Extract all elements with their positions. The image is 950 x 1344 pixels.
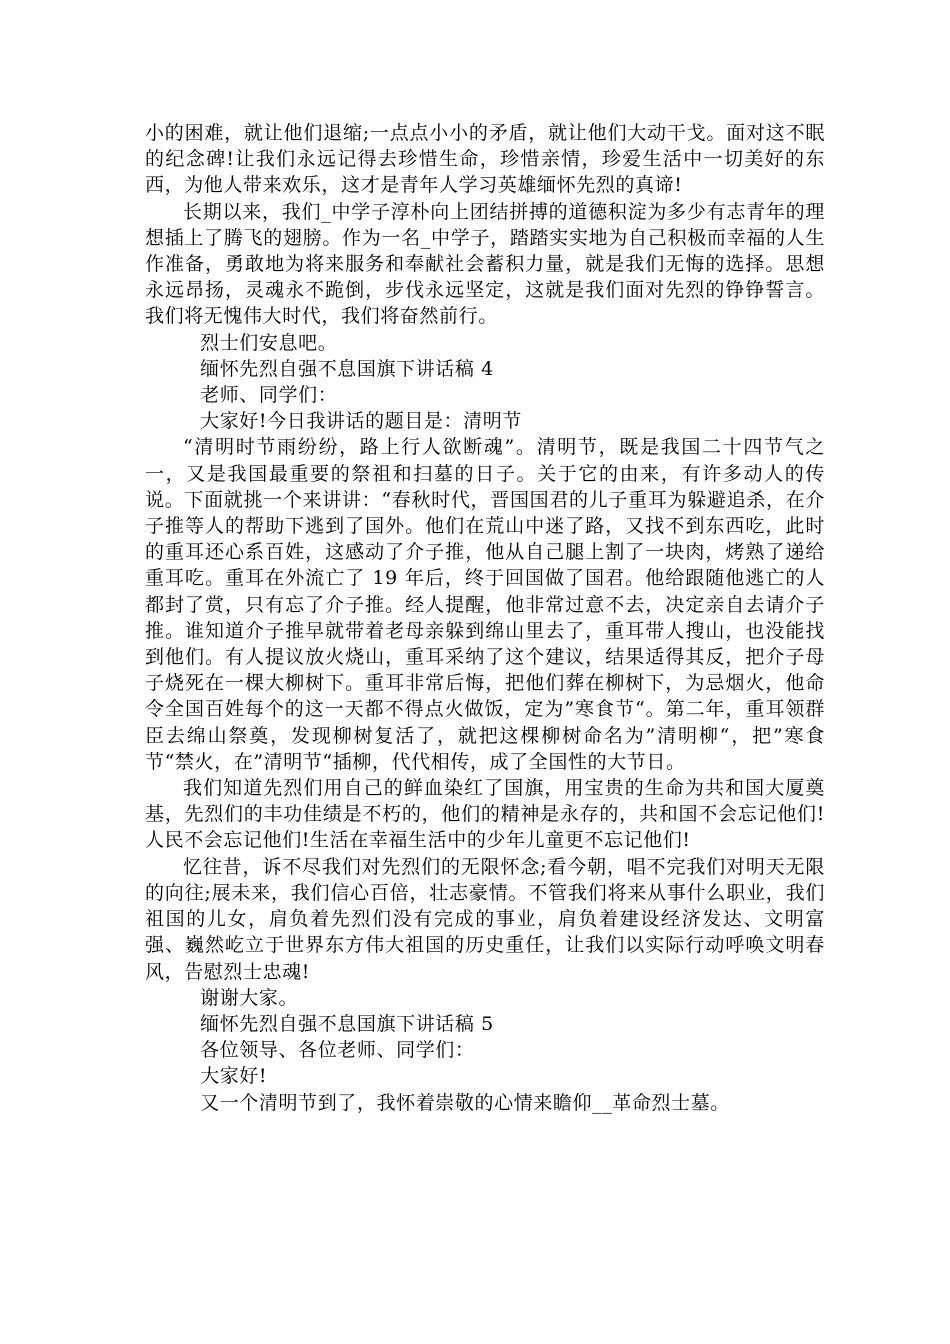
- short-line: 烈士们安息吧。: [200, 331, 338, 354]
- greeting: 大家好!: [200, 1065, 268, 1088]
- speech-title: 缅怀先烈自强不息国旗下讲话稿 4: [200, 357, 494, 380]
- paragraph-body: 长期以来，我们_中学子淳朴向上团结拼搏的道德积淀为多少有志青年的理想插上了腾飞的翅膀。作为一名_中学子，踏踏实实地为自己积极而幸福的人生作准备，勇敢地为将来服务和奉献社会蓄积力量，就是我们无悔的选择。思想永远昂扬，灵魂永不跪倒，步伐永远坚定，这就是我们面对先烈的铮铮誓言。我们将无愧伟大时代，我们将奋然前行。: [145, 200, 825, 328]
- document-page: [145, 120, 825, 1116]
- closing-line: 谢谢大家。: [200, 986, 299, 1009]
- salutation: 各位领导、各位老师、同学们：: [200, 1039, 475, 1062]
- paragraph-body: 我们知道先烈们用自己的鲜血染红了国旗，用宝贵的生命为共和国大厦奠基，先烈们的丰功佳绩是不朽的，他们的精神是永存的，共和国不会忘记他们!人民不会忘记他们!生活在幸福生活中的少年儿童更不忘记他们!: [145, 777, 825, 852]
- paragraph-body: “清明时节雨纷纷，路上行人欲断魂”。清明节，既是我国二十四节气之一，又是我国最重要的祭祖和扫墓的日子。关于它的由来，有许多动人的传说。下面就挑一个来讲讲：“春秋时代，晋国国君的儿子重耳为躲避追杀，在介子推等人的帮助下逃到了国外。他们在荒山中迷了路，又找不到东西吃，此时的重耳还心系百姓，这感动了介子推，他从自己腿上割了一块肉，烤熟了递给重耳吃。重耳在外流亡了 19 年后，终于回国做了国君。他给跟随他逃亡的人都封了赏，只有忘了介子推。经人提醒，他非常过意不去，决定亲自去请介子推。谁知道介子推早就带着老母亲躲到绵山里去了，重耳带人搜山，也没能找到他们。有人提议放火烧山，重耳采纳了这个建议，结果适得其反，把介子母子烧死在一棵大柳树下。重耳非常后悔，把他们葬在柳树下，为忌烟火，他命令全国百姓每个的这一天都不得点火做饭，定为”寒食节“。第二年，重耳领群臣去绵山祭奠，发现柳树复活了，就把这棵柳树命名为”清明柳“，把”寒食节“禁火，在”清明节“插柳，代代相传，成了全国性的大节日。: [145, 436, 825, 773]
- short-line: 又一个清明节到了，我怀着崇敬的心情来瞻仰__革命烈士墓。: [200, 1091, 730, 1114]
- greeting: 大家好!今日我讲话的题目是：清明节: [200, 410, 522, 433]
- paragraph-body: 忆往昔，诉不尽我们对先烈们的无限怀念;看今朝，唱不完我们对明天无限的向往;展未来，我们信心百倍，壮志豪情。不管我们将来从事什么职业，我们祖国的儿女，肩负着先烈们没有完成的事业，肩负着建设经济发达、文明富强、巍然屹立于世界东方伟大祖国的历史重任，让我们以实际行动呼唤文明春风，告慰烈士忠魂!: [145, 855, 825, 983]
- paragraph-continued: 小的困难，就让他们退缩;一点点小小的矛盾，就让他们大动干戈。面对这不眠的纪念碑!让我们永远记得去珍惜生命，珍惜亲情，珍爱生活中一切美好的东西，为他人带来欢乐，这才是青年人学习英雄缅怀先烈的真谛!: [145, 122, 825, 197]
- salutation: 老师、同学们：: [200, 384, 338, 407]
- speech-title: 缅怀先烈自强不息国旗下讲话稿 5: [200, 1012, 494, 1035]
